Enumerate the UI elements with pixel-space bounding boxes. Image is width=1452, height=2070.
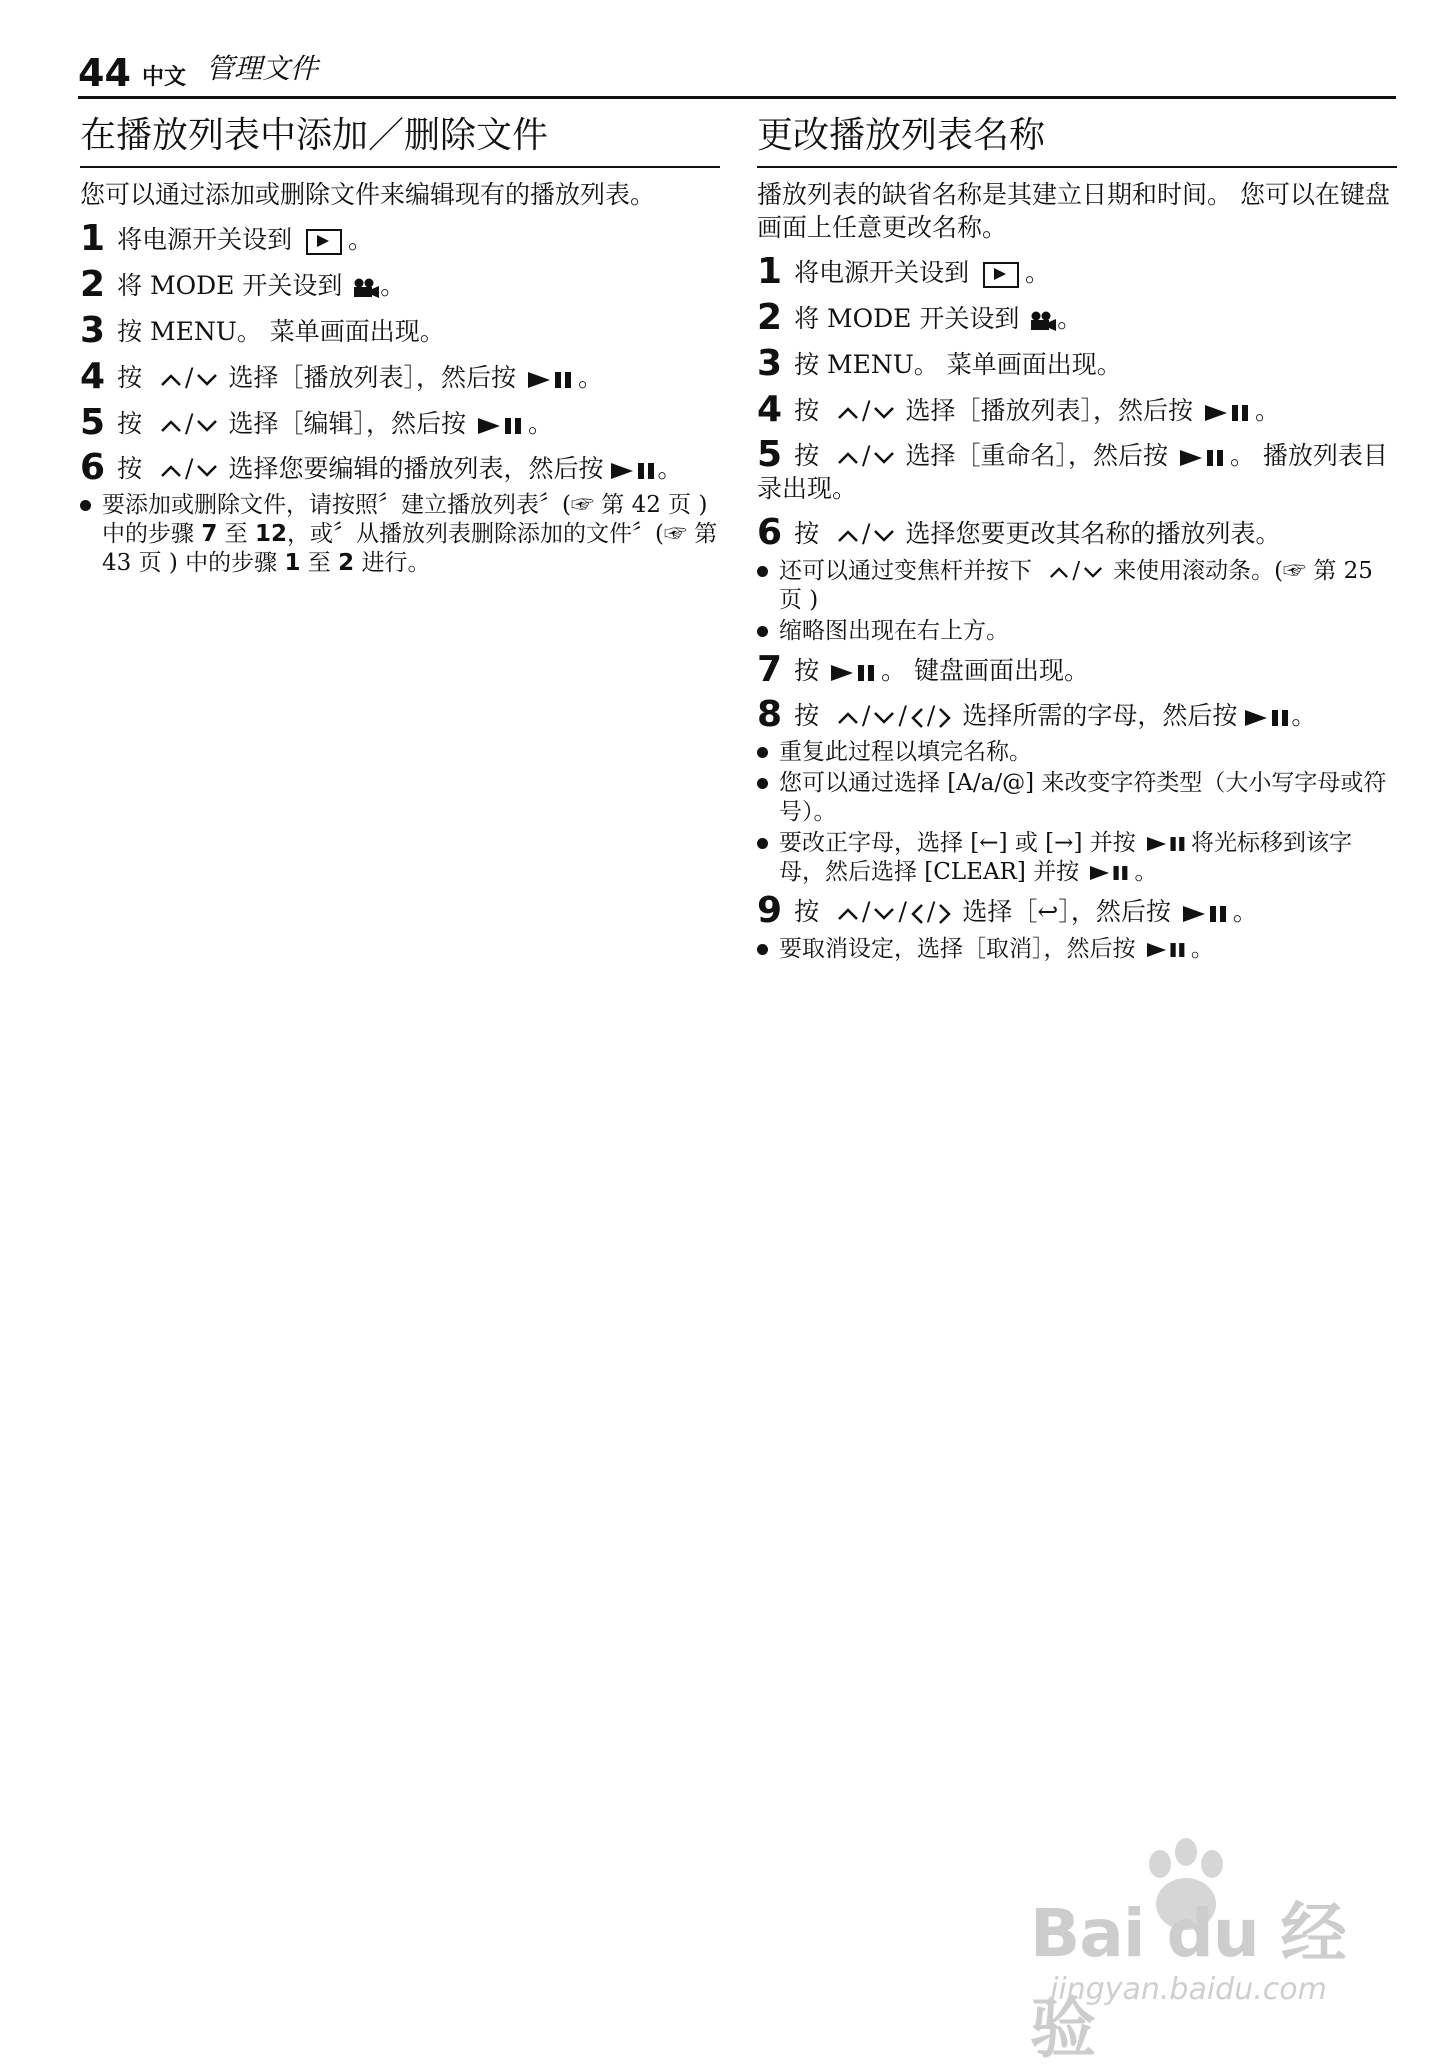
- up-down-arrows-icon: /: [837, 441, 895, 470]
- step-ref: 2: [338, 550, 355, 576]
- step-text: 将 MODE 开关设到: [794, 304, 1020, 333]
- step-number: 5: [80, 402, 106, 443]
- step-text: 。: [1291, 701, 1317, 730]
- note-text: 第 42 页 ) 中的步骤: [102, 492, 708, 547]
- right-step-5: [757, 434, 1397, 505]
- left-step-2: [80, 263, 720, 307]
- step-text: 选择［播放列表］，然后按: [228, 363, 516, 392]
- step-text: 将电源开关设到: [117, 225, 293, 254]
- return-arrow-icon: ↩: [1037, 897, 1059, 926]
- right-step-1: [757, 250, 1397, 294]
- step-number: 7: [757, 649, 783, 690]
- right-step-6: [757, 511, 1397, 555]
- right-note-bullet: [757, 738, 1397, 767]
- left-column: [80, 112, 720, 580]
- video-camera-icon: [350, 277, 380, 299]
- step-text: 。: [527, 409, 553, 438]
- right-note-bullet: [757, 935, 1397, 964]
- play-mode-icon: [983, 262, 1019, 288]
- note-text: 将光标移到该字母，然后选择 [CLEAR] 并按: [779, 830, 1353, 885]
- up-down-arrows-icon: /: [837, 396, 895, 425]
- step-text: 按: [794, 897, 820, 926]
- step-number: 8: [757, 694, 783, 735]
- step-text: 选择［重命名］，然后按: [905, 441, 1168, 470]
- note-text: 要取消设定，选择［取消］，然后按: [779, 936, 1136, 962]
- right-step-3: [757, 342, 1397, 386]
- right-step-2: [757, 296, 1397, 340]
- step-text: 将 MODE 开关设到: [117, 271, 343, 300]
- step-text: 。: [657, 454, 683, 483]
- step-text: 按: [117, 409, 143, 438]
- left-note-bullet: [80, 491, 720, 578]
- step-number: 6: [80, 447, 106, 488]
- up-down-arrows-icon: /: [1049, 558, 1103, 584]
- play-pause-icon: [1245, 708, 1291, 728]
- play-pause-icon: [831, 663, 877, 683]
- step-text: 选择［编辑］，然后按: [228, 409, 466, 438]
- step-ref: 12: [254, 521, 287, 547]
- note-text: 至: [300, 550, 339, 576]
- step-text: 按 MENU。 菜单画面出现。: [794, 350, 1122, 379]
- step-text: 按 MENU。 菜单画面出现。: [117, 317, 445, 346]
- video-camera-icon: [1027, 310, 1057, 332]
- watermark-url: jingyan.baidu.com: [1050, 1972, 1327, 2007]
- arrow-left-icon: ←: [979, 830, 999, 856]
- note-text: 要添加或删除文件，请按照〞建立播放列表〞(: [102, 492, 571, 518]
- note-text: ，或〞从播放列表删除添加的文件〞(: [286, 521, 664, 547]
- step-text: 按: [794, 656, 820, 685]
- step-number: 4: [757, 389, 783, 430]
- step-text: 。 播放列表目录出现。: [757, 441, 1388, 503]
- step-text: 选择所需的字母，然后按: [962, 701, 1238, 730]
- page-language: 中文: [142, 65, 187, 90]
- bullet-dot: [757, 747, 768, 758]
- step-ref: 1: [284, 550, 301, 576]
- step-ref: 7: [201, 521, 218, 547]
- step-number: 1: [80, 218, 106, 259]
- arrow-right-icon: →: [1054, 830, 1074, 856]
- play-pause-icon: [1183, 904, 1229, 924]
- play-pause-icon: [611, 461, 657, 481]
- note-text: 您可以通过选择 [A/a/@] 来改变字符类型（大小写字母或符号）。: [779, 770, 1387, 825]
- step-text: 。: [348, 225, 374, 254]
- note-text: 至: [217, 521, 255, 547]
- note-text: 要改正字母，选择 [: [779, 830, 980, 856]
- left-step-5: [80, 401, 720, 445]
- step-text: 。: [1025, 258, 1051, 287]
- step-number: 1: [757, 251, 783, 292]
- right-note-bullet: [757, 557, 1397, 615]
- left-step-1: [80, 217, 720, 261]
- left-step-4: [80, 355, 720, 399]
- step-text: 。: [1232, 897, 1258, 926]
- right-step-8: [757, 694, 1397, 735]
- up-down-arrows-icon: /: [160, 363, 218, 392]
- note-text: 还可以通过变焦杆并按下: [779, 558, 1032, 584]
- step-text: 按: [117, 363, 143, 392]
- step-text: 按: [794, 396, 820, 425]
- right-step-7: [757, 648, 1397, 692]
- step-text: 选择您要更改其名称的播放列表。: [905, 519, 1281, 548]
- step-number: 9: [757, 890, 783, 931]
- reference-hand-icon: ☞: [1283, 558, 1307, 584]
- note-text: ] 或 [: [998, 830, 1055, 856]
- right-column: [757, 112, 1397, 966]
- bullet-dot: [757, 944, 768, 955]
- step-number: 6: [757, 512, 783, 553]
- step-text: 按: [794, 519, 820, 548]
- play-mode-icon: [306, 229, 342, 255]
- step-number: 2: [80, 264, 106, 305]
- right-intro: 播放列表的缺省名称是其建立日期和时间。 您可以在键盘画面上任意更改名称。: [757, 180, 1390, 242]
- note-text: 。: [1134, 859, 1158, 885]
- step-text: 选择［: [962, 897, 1038, 926]
- note-text: 来使用滚动条。(: [1113, 558, 1284, 584]
- play-pause-icon: [1147, 835, 1187, 853]
- play-pause-icon: [528, 370, 574, 390]
- right-note-bullet: [757, 829, 1397, 887]
- right-note-bullet: [757, 769, 1397, 827]
- four-way-arrows-icon: / / /: [837, 897, 952, 926]
- step-number: 3: [757, 343, 783, 384]
- right-section-title: 更改播放列表名称: [757, 112, 1397, 168]
- reference-hand-icon: ☞: [570, 492, 594, 518]
- note-text: 缩略图出现在右上方。: [779, 618, 1009, 644]
- page-number: 44: [78, 51, 131, 95]
- bullet-dot: [757, 566, 768, 577]
- baidu-jingyan-watermark: [1030, 1840, 1370, 2067]
- step-number: 4: [80, 356, 106, 397]
- play-pause-icon: [1180, 448, 1226, 468]
- note-text: 第 25 页 ): [779, 558, 1373, 613]
- step-text: 。: [1057, 304, 1083, 333]
- step-text: 选择［播放列表］，然后按: [905, 396, 1193, 425]
- page-section-title: 管理文件: [206, 52, 319, 85]
- bullet-dot: [80, 500, 91, 511]
- play-pause-icon: [1205, 403, 1251, 423]
- play-pause-icon: [1090, 864, 1130, 882]
- right-step-9: [757, 889, 1397, 933]
- step-text: 按: [794, 701, 820, 730]
- step-text: 按: [117, 454, 143, 483]
- step-text: 。: [577, 363, 603, 392]
- step-text: ］，然后按: [1058, 897, 1171, 926]
- watermark-logo: Bai du 经验: [1030, 1895, 1346, 2067]
- play-pause-icon: [1147, 941, 1187, 959]
- play-pause-icon: [478, 416, 524, 436]
- left-intro: 您可以通过添加或删除文件来编辑现有的播放列表。: [80, 180, 656, 209]
- step-text: 。: [1254, 396, 1280, 425]
- note-text: 进行。: [354, 550, 431, 576]
- reference-hand-icon: ☞: [663, 521, 687, 547]
- note-text: 。: [1190, 936, 1214, 962]
- note-text: 重复此过程以填完名称。: [779, 739, 1032, 765]
- bullet-dot: [757, 838, 768, 849]
- four-way-arrows-icon: / / /: [837, 701, 952, 730]
- step-text: 。 键盘画面出现。: [881, 656, 1089, 685]
- left-section-title: 在播放列表中添加／删除文件: [80, 112, 720, 168]
- bullet-dot: [757, 778, 768, 789]
- note-text: ] 并按: [1073, 830, 1136, 856]
- page-header: [78, 50, 1396, 99]
- left-step-3: [80, 309, 720, 353]
- up-down-arrows-icon: /: [837, 519, 895, 548]
- note-text: 第 43 页 ) 中的步骤: [102, 521, 718, 576]
- left-step-6: [80, 447, 720, 488]
- step-text: 。: [380, 271, 406, 300]
- step-text: 按: [794, 441, 820, 470]
- up-down-arrows-icon: /: [160, 409, 218, 438]
- step-number: 5: [757, 434, 783, 475]
- right-note-bullet: [757, 617, 1397, 646]
- step-text: 选择您要编辑的播放列表，然后按: [228, 454, 604, 483]
- right-step-4: [757, 388, 1397, 432]
- bullet-dot: [757, 626, 768, 637]
- step-number: 3: [80, 310, 106, 351]
- step-number: 2: [757, 297, 783, 338]
- up-down-arrows-icon: /: [160, 454, 218, 483]
- step-text: 将电源开关设到: [794, 258, 970, 287]
